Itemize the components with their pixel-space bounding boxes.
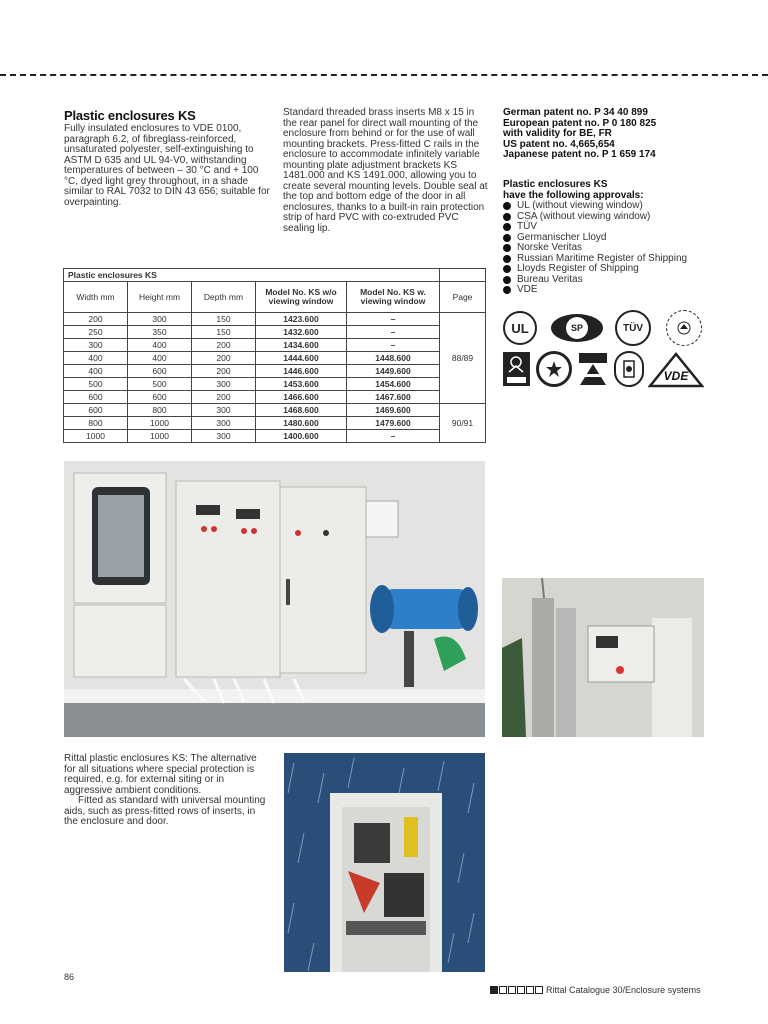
table-cell: 1432.600 (256, 326, 347, 339)
footer-text: Rittal Catalogue 30/Enclosure systems (546, 985, 701, 995)
table-cell: 1446.600 (256, 365, 347, 378)
bullet-icon (503, 276, 511, 284)
bullet-icon (503, 244, 511, 252)
approval-label: Lloyds Register of Shipping (517, 263, 639, 274)
patents-block (503, 108, 723, 161)
table-cell: 350 (128, 326, 192, 339)
vde-logo-text: VDE (663, 369, 689, 383)
table-cell: 200 (64, 313, 128, 326)
table-row (64, 339, 486, 352)
bullet-icon (503, 234, 511, 242)
table-row (64, 404, 486, 417)
approval-label: Norske Veritas (517, 242, 583, 253)
norske-veritas-logo-icon (503, 352, 530, 386)
bullet-icon (503, 213, 511, 221)
table-row (64, 391, 486, 404)
header-model-no-window: Model No. KS w/o viewing window (256, 282, 347, 313)
list-item (503, 285, 687, 296)
table-cell: 300 (192, 404, 256, 417)
square-icon (499, 986, 507, 994)
list-item (503, 201, 687, 212)
list-item (503, 243, 687, 254)
table-cell: 600 (64, 391, 128, 404)
table-row (64, 378, 486, 391)
bureau-veritas-logo-icon (614, 351, 644, 387)
table-cell: 1480.600 (256, 417, 347, 430)
russian-register-logo-icon (536, 351, 572, 387)
table-cell: 1448.600 (347, 352, 440, 365)
approvals-heading-line: Plastic enclosures KS (503, 179, 608, 190)
table-cell: 1466.600 (256, 391, 347, 404)
rain-test-photo (284, 753, 485, 972)
table-cell: – (347, 430, 440, 443)
ul-logo-icon (503, 311, 537, 345)
bullet-icon (503, 202, 511, 210)
approval-label: Germanischer Lloyd (517, 231, 607, 243)
table-cell: 1479.600 (347, 417, 440, 430)
table-cell: 150 (192, 313, 256, 326)
table-cell: 300 (64, 339, 128, 352)
table-cell: 200 (192, 365, 256, 378)
table-cell: 1469.600 (347, 404, 440, 417)
table-cell: 1434.600 (256, 339, 347, 352)
square-icon (535, 986, 543, 994)
lloyd-seal-icon (666, 310, 702, 346)
approvals-heading (503, 180, 703, 201)
table-cell: 1453.600 (256, 378, 347, 391)
table-cell: 400 (128, 352, 192, 365)
enclosures-wall-photo (64, 461, 485, 737)
approval-label: UL (without viewing window) (517, 200, 643, 211)
approvals-list (503, 201, 687, 296)
csa-logo-text: SP (566, 317, 588, 339)
bullet-icon (503, 286, 511, 294)
approval-label: VDE (517, 284, 538, 295)
ul-logo-text: UL (511, 320, 529, 336)
header-depth: Depth mm (192, 282, 256, 313)
inserts-paragraph: Standard threaded brass inserts M8 x 15 in the rear panel for direct wall mounting of the enclosure from behind or for the use of wall mounting brackets. Press-fitted C rails in the enclosure to accommodate infinitely variable mounting plate adjustment brackets KS 1481.000 and KS 1491.000, allowing you to create several mounting levels. Double seal at the top and bottom edge of the door in all enclosures, thanks to a built-in rain protection strip of hard PVC with co-extruded PVC sealing lip. (283, 107, 488, 234)
table-cell: – (347, 326, 440, 339)
vde-logo-icon (648, 352, 704, 388)
table-cell: 300 (192, 378, 256, 391)
patent-line: with validity for BE, FR (503, 128, 612, 139)
table-cell: 400 (64, 352, 128, 365)
lloyds-register-logo-icon (578, 352, 608, 386)
caption-paragraph: Fitted as standard with universal mounting aids, such as press-fitted rows of inserts, in the enclosure and door. (64, 795, 266, 827)
table-cell: 1449.600 (347, 365, 440, 378)
page-number: 86 (64, 972, 75, 982)
table-row (64, 326, 486, 339)
approval-label: CSA (without viewing window) (517, 210, 651, 222)
table-title-spacer (440, 269, 486, 282)
footer (490, 985, 701, 995)
list-item (503, 222, 687, 233)
approvals-heading-line: have the following approvals: (503, 189, 644, 201)
caption-paragraph: Rittal plastic enclosures KS: The alternative for all situations where special protection is required, e.g. for external siting or in aggressive ambient conditions. (64, 753, 257, 796)
table-cell: – (347, 339, 440, 352)
table-row (64, 417, 486, 430)
intro-paragraph: Fully insulated enclosures to VDE 0100, paragraph 6.2, of fibreglass-reinforced, unsaturated polyester, self-extinguishing to ASTM D 635 and UL 94-V0, withstanding temperatures of between – 30 °C and + 100 °C, dyed light grey throughout, in a shade similar to RAL 7032 to DIN 43 656; suitable for overpainting. (64, 123, 270, 208)
header-width: Width mm (64, 282, 128, 313)
table-cell: 400 (64, 365, 128, 378)
square-icon (490, 986, 498, 994)
table-cell: 1444.600 (256, 352, 347, 365)
table-cell: 400 (128, 339, 192, 352)
table-cell: 200 (192, 391, 256, 404)
square-icon (517, 986, 525, 994)
header-height: Height mm (128, 282, 192, 313)
photo-caption (64, 754, 269, 828)
tuv-logo-text: TÜV (623, 322, 643, 334)
patent-line: German patent no. P 34 40 899 (503, 107, 648, 118)
page-heading: Plastic enclosures KS (64, 108, 196, 123)
table-cell: 600 (64, 404, 128, 417)
patent-line: Japanese patent no. P 1 659 174 (503, 149, 656, 160)
table-cell: 800 (64, 417, 128, 430)
table-cell: 250 (64, 326, 128, 339)
table-cell: 1454.600 (347, 378, 440, 391)
bullet-icon (503, 223, 511, 231)
table-cell: – (347, 313, 440, 326)
table-cell: 150 (192, 326, 256, 339)
table-row (64, 313, 486, 326)
page-reference: 90/91 (440, 404, 486, 443)
page-reference: 88/89 (440, 313, 486, 404)
table-row (64, 352, 486, 365)
table-cell: 300 (128, 313, 192, 326)
table-cell: 800 (128, 404, 192, 417)
tuv-logo-icon (615, 310, 651, 346)
table-row (64, 430, 486, 443)
table-cell: 200 (192, 352, 256, 365)
dashed-separator (0, 74, 768, 76)
patent-line: US patent no. 4,665,654 (503, 138, 615, 150)
square-icon (526, 986, 534, 994)
square-icon (508, 986, 516, 994)
approval-label: Russian Maritime Register of Shipping (517, 252, 688, 264)
header-model-window: Model No. KS w. viewing window (347, 282, 440, 313)
table-title: Plastic enclosures KS (64, 269, 440, 282)
csa-logo-icon (551, 314, 603, 342)
table-cell: 200 (192, 339, 256, 352)
table-cell: 1000 (128, 417, 192, 430)
table-cell: 1423.600 (256, 313, 347, 326)
gas-cylinder-photo (502, 578, 704, 737)
enclosure-table (63, 268, 486, 443)
table-row (64, 365, 486, 378)
table-cell: 1000 (64, 430, 128, 443)
table-cell: 500 (128, 378, 192, 391)
table-cell: 1400.600 (256, 430, 347, 443)
approval-label: TÜV (517, 221, 537, 232)
list-item (503, 264, 687, 275)
table-cell: 300 (192, 417, 256, 430)
table-cell: 1000 (128, 430, 192, 443)
table-cell: 600 (128, 365, 192, 378)
bullet-icon (503, 265, 511, 273)
header-page: Page (440, 282, 486, 313)
table-cell: 600 (128, 391, 192, 404)
table-cell: 1467.600 (347, 391, 440, 404)
table-cell: 300 (192, 430, 256, 443)
approval-label: Bureau Veritas (517, 273, 583, 285)
bullet-icon (503, 255, 511, 263)
table-cell: 500 (64, 378, 128, 391)
table-cell: 1468.600 (256, 404, 347, 417)
table-body (64, 313, 486, 443)
patent-line: European patent no. P 0 180 825 (503, 117, 657, 129)
